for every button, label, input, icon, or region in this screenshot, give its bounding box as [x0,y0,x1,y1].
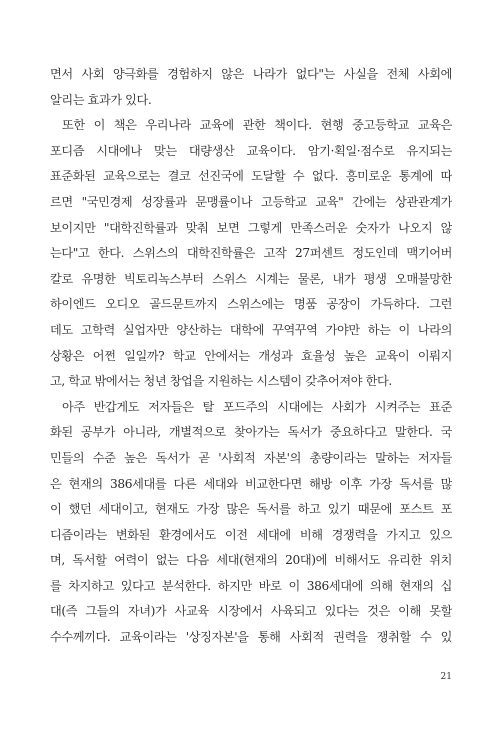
text-line: 수수께끼다. 교육이라는 '상징자본'을 통해 사회적 권력을 쟁취할 수 있 [50,630,452,645]
text-line: 면서 사회 양극화를 경험하지 않은 나라가 없다"는 사실을 전체 사회에 [50,67,452,81]
text-line: 는다"고 한다. 스위스의 대학진학률은 고작 27퍼센트 정도인데 맥기어버 [50,246,452,261]
text-line: 르면 "국민경제 성장률과 문맹률이나 고등학교 교육" 간에는 상관관계가 [50,194,452,209]
body-text [50,62,452,651]
text-line: 고, 학교 밖에서는 청년 창업을 지원하는 시스템이 갖추어져야 한다. [50,374,392,389]
text-line: 하이엔드 오디오 골드문트까지 스위스에는 명품 공장이 가득하다. 그런 [50,297,452,312]
text-line: 상황은 어쩐 일일까? 학교 안에서는 개성과 효율성 높은 교육이 이뤄지 [50,348,452,363]
text-line: 알리는 효과가 있다. [50,92,152,107]
text-line: 표준화된 교육으로는 결코 선진국에 도달할 수 없다. 흥미로운 통계에 따 [50,169,452,184]
text-line: 민들의 수준 높은 독서가 곧 '사회적 자본'의 총량이라는 말하는 저자들 [50,450,452,465]
text-line: 데도 고학력 실업자만 양산하는 대학에 꾸역꾸역 가야만 하는 이 나라의 [50,322,452,337]
page-number: 21 [440,672,452,682]
text-line: 디즘이라는 변화된 환경에서도 이전 세대에 비해 경쟁력을 가지고 있으 [50,527,452,542]
text-line: 보이지만 "대학진학률과 맞춰 보면 그렇게 만족스러운 숫자가 나오지 않 [50,220,452,235]
text-line: 며, 독서할 여력이 없는 다음 세대(현재의 20대)에 비해서도 유리한 위치 [50,553,452,568]
text-line: 대(즉 그들의 자녀)가 사교육 시장에서 사육되고 있다는 것은 이해 못할 [50,604,452,619]
text-line: 칼로 유명한 빅토리녹스부터 스위스 시계는 물론, 내가 평생 오매불망한 [50,271,452,286]
text-line: 이 했던 세대이고, 현재도 가장 많은 독서를 하고 있기 때문에 포스트 포 [50,502,452,517]
text-line: 은 현재의 386세대를 다른 세대와 비교한다면 해방 이후 가장 독서를 많 [50,476,452,491]
text-line: 를 차지하고 있다고 분석한다. 하지만 바로 이 386세대에 의해 현재의 십 [50,578,452,593]
text-line: 아주 반갑게도 저자들은 탈 포드주의 시대에는 사회가 시켜주는 표준 [62,399,452,414]
text-line: 또한 이 책은 우리나라 교육에 관한 책이다. 현행 중고등학교 교육은 [62,118,452,133]
text-line: 화된 공부가 아니라, 개별적으로 찾아가는 독서가 중요하다고 말한다. 국 [50,425,452,440]
text-line: 포디즘 시대에나 맞는 대량생산 교육이다. 암기·획일·점수로 유지되는 [50,143,452,158]
